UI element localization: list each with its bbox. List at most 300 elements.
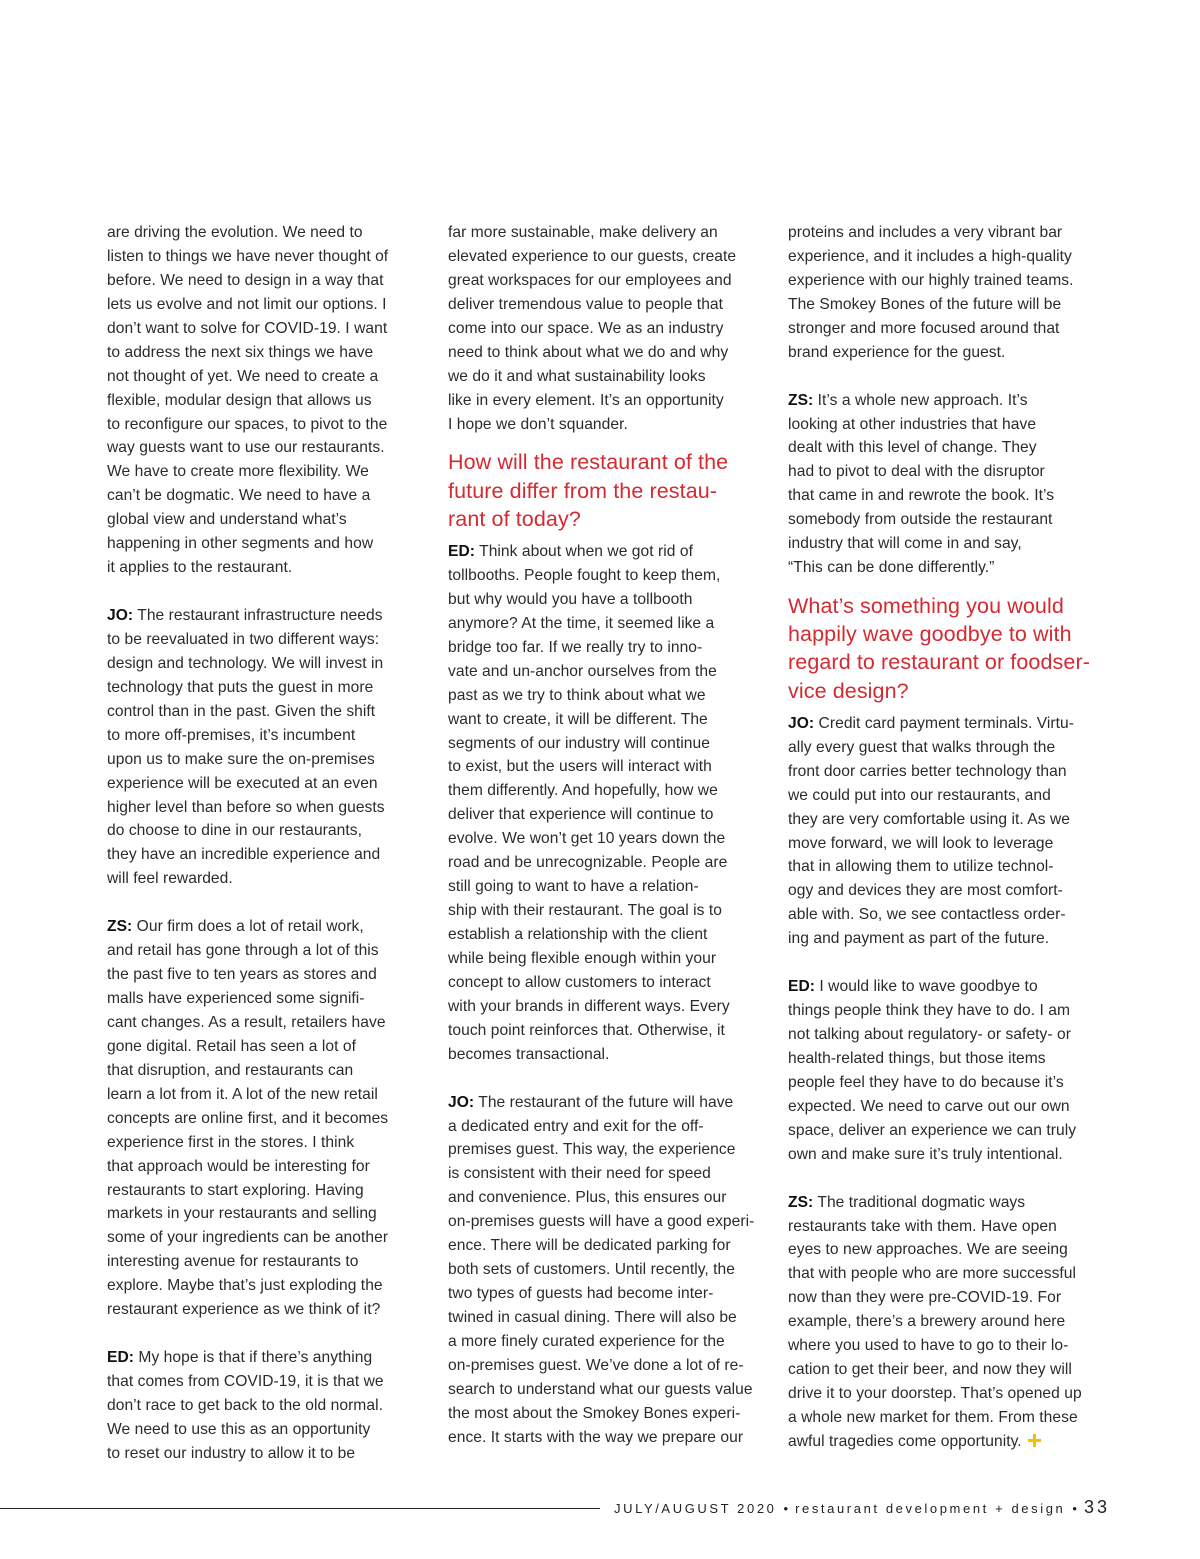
text-line <box>448 1162 752 1186</box>
text-line <box>107 1250 411 1274</box>
text-line <box>448 269 752 293</box>
line-text: and convenience. Plus, this ensures our <box>448 1189 727 1207</box>
text-line <box>107 341 411 365</box>
line-text: cant changes. As a result, retailers have <box>107 1013 386 1031</box>
line-text: search to understand what our guests value <box>448 1380 753 1398</box>
text-line <box>107 365 411 389</box>
text-line <box>788 389 1092 413</box>
text-line <box>448 293 752 317</box>
line-text: technology that puts the guest in more <box>107 678 374 696</box>
line-text: happening in other segments and how <box>107 535 374 553</box>
line-text: experience first in the stores. I think <box>107 1133 355 1151</box>
text-line <box>788 1334 1092 1358</box>
paragraph <box>788 712 1092 951</box>
line-text: that with people who are more successful <box>788 1265 1077 1283</box>
line-text: two types of guests had become inter- <box>448 1285 714 1303</box>
text-line <box>448 413 752 437</box>
line-text: It’s a whole new approach. It’s <box>813 391 1028 409</box>
paragraph <box>448 540 752 1067</box>
line-text: example, there’s a brewery around here <box>788 1313 1066 1331</box>
text-line <box>788 1119 1092 1143</box>
text-line <box>788 460 1092 484</box>
line-text: way guests want to use our restaurants. <box>107 439 385 457</box>
text-line <box>448 564 752 588</box>
line-text: experience, and it includes a high-quality <box>788 247 1072 265</box>
line-text: awful tragedies come opportunity. <box>788 1432 1022 1450</box>
line-text: elevated experience to our guests, create <box>448 247 737 265</box>
text-line <box>448 1043 752 1067</box>
line-text: twined in casual dining. There will also be <box>448 1309 737 1326</box>
text-line <box>448 221 752 245</box>
text-line <box>107 460 411 484</box>
heading-line: regard to restaurant or foodser- <box>788 650 1090 675</box>
text-line <box>788 1358 1092 1382</box>
line-text: bridge too far. If we really try to inno- <box>448 638 703 656</box>
section-heading <box>448 448 752 533</box>
text-line <box>107 1083 411 1107</box>
page-number: 33 <box>1083 1497 1110 1517</box>
line-text: We have to create more flexibility. We <box>107 463 369 481</box>
line-text: to exist, but the users will interact with <box>448 758 712 776</box>
line-text: Credit card payment terminals. Virtu- <box>814 714 1075 732</box>
line-text: but why would you have a tollbooth <box>448 590 693 608</box>
text-line <box>107 963 411 987</box>
speaker-initials: ZS: <box>788 391 814 409</box>
text-line <box>448 1282 752 1306</box>
paragraph-gap <box>788 951 1092 975</box>
line-text: expected. We need to carve out our own <box>788 1097 1070 1115</box>
line-text: to reconfigure our spaces, to pivot to the <box>107 415 388 433</box>
footer-bullet: • <box>1072 1501 1077 1516</box>
paragraph-gap <box>788 1167 1092 1191</box>
paragraph-gap <box>107 1322 411 1346</box>
line-text: ing and payment as part of the future. <box>788 930 1050 948</box>
line-text: on-premises guests will have a good experi- <box>448 1213 755 1231</box>
line-text: establish a relationship with the client <box>448 926 708 943</box>
text-line <box>448 1330 752 1354</box>
text-line <box>107 1442 411 1466</box>
line-text: a more finely curated experience for the <box>448 1332 725 1350</box>
line-text: The Smokey Bones of the future will be <box>788 295 1062 313</box>
text-line <box>788 293 1092 317</box>
line-text: they have an incredible experience and <box>107 846 381 864</box>
line-text: come into our space. We as an industry <box>448 319 724 337</box>
line-text: to reset our industry to allow it to be <box>107 1444 356 1462</box>
speaker-initials: JO: <box>788 714 815 732</box>
line-text: “This can be done differently.” <box>788 559 995 577</box>
text-line <box>788 808 1092 832</box>
text-line <box>788 1262 1092 1286</box>
text-line <box>448 947 752 971</box>
paragraph <box>788 1191 1092 1454</box>
article-column-2 <box>448 221 755 1450</box>
speaker-initials: ED: <box>448 543 476 560</box>
text-line <box>788 436 1092 460</box>
text-line <box>107 1011 411 1035</box>
line-text: far more sustainable, make delivery an <box>448 224 718 241</box>
text-line <box>788 1095 1092 1119</box>
speaker-initials: JO: <box>448 1093 475 1111</box>
heading-line: vice design? <box>788 678 909 703</box>
text-line <box>788 784 1092 808</box>
line-text: both sets of customers. Until recently, the <box>448 1261 736 1279</box>
text-line <box>448 588 752 612</box>
text-line <box>448 341 752 365</box>
line-text: are driving the evolution. We need to <box>107 224 363 241</box>
line-text: global view and understand what’s <box>107 511 347 529</box>
text-line <box>107 484 411 508</box>
line-text: restaurants take with them. Have open <box>788 1217 1057 1235</box>
paragraph <box>107 1346 411 1466</box>
text-line <box>107 939 411 963</box>
line-text: restaurant experience as we think of it? <box>107 1301 381 1319</box>
line-text: want to create, it will be different. The <box>448 710 708 728</box>
text-line <box>448 851 752 875</box>
text-line <box>448 923 752 947</box>
line-text: touch point reinforces that. Otherwise, it <box>448 1021 725 1039</box>
text-line <box>788 1215 1092 1239</box>
text-line <box>107 1394 411 1418</box>
line-text: industry that will come in and say, <box>788 535 1022 553</box>
line-text: ogy and devices they are most comfort- <box>788 882 1063 900</box>
line-text: cation to get their beer, and now they will <box>788 1361 1072 1379</box>
paragraph <box>788 975 1092 1167</box>
line-text: like in every element. It’s an opportunity <box>448 391 724 409</box>
text-line <box>107 317 411 341</box>
text-line <box>788 508 1092 532</box>
text-line <box>107 724 411 748</box>
line-text: brand experience for the guest. <box>788 343 1006 361</box>
text-line <box>107 1035 411 1059</box>
article-column-1 <box>107 221 411 1466</box>
line-text: that comes from COVID-19, it is that we <box>107 1373 384 1390</box>
text-line <box>788 1238 1092 1262</box>
text-line <box>448 1210 755 1234</box>
line-text: had to pivot to deal with the disruptor <box>788 463 1045 481</box>
text-line <box>107 748 411 772</box>
line-text: malls have experienced some signifi- <box>107 990 365 1007</box>
line-text: segments of our industry will continue <box>448 734 710 752</box>
text-line <box>788 903 1092 927</box>
speaker-initials: ZS: <box>107 918 133 936</box>
line-text: with your brands in different ways. Every <box>448 997 730 1015</box>
line-text: deliver that experience will continue to <box>448 806 714 824</box>
text-line <box>448 660 752 684</box>
text-line <box>107 269 411 293</box>
line-text: people feel they have to do because it’s <box>788 1073 1064 1091</box>
line-text: own and make sure it’s truly intentional. <box>788 1145 1063 1163</box>
line-text: lets us evolve and not limit our options. I <box>107 295 387 313</box>
line-text: The traditional dogmatic ways <box>813 1193 1026 1211</box>
text-line <box>448 317 752 341</box>
paragraph <box>107 915 411 1322</box>
text-line <box>107 1370 411 1394</box>
line-text: front door carries better technology than <box>788 762 1067 780</box>
line-text: proteins and includes a very vibrant bar <box>788 224 1063 241</box>
line-text: before. We need to design in a way that <box>107 271 384 289</box>
line-text: that approach would be interesting for <box>107 1157 370 1175</box>
text-line <box>788 975 1092 999</box>
text-line <box>107 293 411 317</box>
text-line <box>448 708 752 732</box>
page-footer <box>614 1494 1110 1520</box>
line-text: it applies to the restaurant. <box>107 559 293 577</box>
text-line <box>107 987 411 1011</box>
line-text: Our firm does a lot of retail work, <box>132 918 364 936</box>
text-line <box>107 508 411 532</box>
text-line <box>107 1298 411 1322</box>
text-line <box>788 245 1092 269</box>
heading-line: rant of today? <box>448 506 581 531</box>
footer-bullet: • <box>783 1501 789 1516</box>
line-text: control than in the past. Given the shift <box>107 702 376 720</box>
text-line <box>788 556 1092 580</box>
line-text: design and technology. We will invest in <box>107 654 384 672</box>
text-line <box>448 365 752 389</box>
text-line <box>788 1406 1092 1430</box>
line-text: drive it to your doorstep. That’s opened up <box>788 1385 1082 1403</box>
text-line <box>448 1138 752 1162</box>
heading-line: future differ from the restau- <box>448 478 718 503</box>
line-text: becomes transactional. <box>448 1045 610 1063</box>
text-line <box>788 1191 1092 1215</box>
heading-line: What’s something you would <box>788 594 1064 619</box>
line-text: move forward, we will look to leverage <box>788 834 1054 852</box>
line-text: on-premises guest. We’ve done a lot of re- <box>448 1356 744 1374</box>
line-text: not talking about regulatory- or safety- or <box>788 1026 1071 1043</box>
paragraph <box>107 221 411 580</box>
line-text: tollbooths. People fought to keep them, <box>448 566 721 584</box>
line-text: concepts are online first, and it becomes <box>107 1109 389 1127</box>
text-line <box>788 760 1092 784</box>
line-text: concept to allow customers to interact <box>448 973 711 991</box>
line-text: a dedicated entry and exit for the off- <box>448 1117 704 1135</box>
text-line <box>107 532 411 556</box>
text-line <box>448 389 752 413</box>
text-line <box>107 436 411 460</box>
line-text: interesting avenue for restaurants to <box>107 1253 359 1271</box>
line-text: a whole new market for them. From these <box>788 1409 1078 1426</box>
paragraph-gap <box>107 891 411 915</box>
text-line <box>107 1059 411 1083</box>
text-line <box>107 652 411 676</box>
line-text: things people think they have to do. I am <box>788 1002 1071 1020</box>
paragraph <box>448 1091 755 1450</box>
line-text: health-related things, but those items <box>788 1049 1046 1067</box>
text-line <box>788 927 1092 951</box>
footer-issue: JULY/AUGUST 2020 <box>614 1501 777 1516</box>
text-line <box>107 676 411 700</box>
text-line <box>448 1019 752 1043</box>
text-line <box>788 712 1092 736</box>
line-text: need to think about what we do and why <box>448 343 729 361</box>
text-line <box>107 819 411 843</box>
text-line <box>788 413 1092 437</box>
text-line <box>448 245 752 269</box>
line-text: dealt with this level of change. They <box>788 439 1037 457</box>
text-line <box>788 1047 1092 1071</box>
footer-rule <box>0 1508 600 1509</box>
text-line <box>107 1202 411 1226</box>
text-line <box>448 684 752 708</box>
text-line <box>107 413 411 437</box>
text-line <box>448 995 752 1019</box>
heading-line: happily wave goodbye to with <box>788 622 1072 647</box>
text-line <box>448 540 752 564</box>
text-line <box>107 1155 411 1179</box>
line-text: do choose to dine in our restaurants, <box>107 822 362 840</box>
article-column-3 <box>788 221 1092 1454</box>
text-line <box>107 915 411 939</box>
text-line <box>788 1071 1092 1095</box>
text-line <box>107 772 411 796</box>
text-line <box>107 1346 411 1370</box>
line-text: we could put into our restaurants, and <box>788 786 1051 804</box>
text-line <box>448 612 752 636</box>
text-line <box>788 484 1092 508</box>
text-line <box>788 341 1092 365</box>
text-line <box>788 1023 1092 1047</box>
text-line <box>788 532 1092 556</box>
text-line <box>107 628 411 652</box>
line-text: explore. Maybe that’s just exploding the <box>107 1277 383 1295</box>
line-text: evolve. We won’t get 10 years down the <box>448 830 726 848</box>
line-text: premises guest. This way, the experience <box>448 1141 736 1159</box>
heading-line: How will the restaurant of the <box>448 450 729 475</box>
text-line <box>448 1354 752 1378</box>
line-text: My hope is that if there’s anything <box>134 1349 373 1367</box>
speaker-initials: JO: <box>107 607 134 624</box>
line-text: space, deliver an experience we can truly <box>788 1121 1077 1139</box>
line-text: where you used to have to go to their lo- <box>788 1337 1069 1355</box>
text-line <box>788 269 1092 293</box>
line-text: now than they were pre-COVID-19. For <box>788 1289 1062 1307</box>
line-text: deliver tremendous value to people that <box>448 295 724 313</box>
line-text: The restaurant of the future will have <box>474 1093 734 1111</box>
line-text: the past five to ten years as stores and <box>107 966 377 984</box>
paragraph <box>107 604 411 891</box>
paragraph <box>448 221 752 436</box>
text-line <box>788 1382 1092 1406</box>
line-text: ship with their restaurant. The goal is to <box>448 902 722 920</box>
line-text: not thought of yet. We need to create a <box>107 367 379 385</box>
text-line <box>448 1115 752 1139</box>
line-text: ence. There will be dedicated parking for <box>448 1237 731 1255</box>
line-text: past as we try to think about what we <box>448 686 706 704</box>
line-text: eyes to new approaches. We are seeing <box>788 1241 1068 1259</box>
plus-icon <box>1028 1434 1041 1447</box>
text-line <box>107 1274 411 1298</box>
line-text: upon us to make sure the on-premises <box>107 750 375 768</box>
line-text: gone digital. Retail has seen a lot of <box>107 1037 356 1055</box>
text-line <box>448 1378 752 1402</box>
text-line <box>448 779 752 803</box>
line-text: Think about when we got rid of <box>475 543 693 560</box>
line-text: learn a lot from it. A lot of the new retail <box>107 1085 378 1103</box>
text-line <box>788 1310 1092 1334</box>
text-line <box>788 1286 1092 1310</box>
text-line <box>448 1258 752 1282</box>
line-text: and retail has gone through a lot of this <box>107 942 379 960</box>
text-line <box>788 879 1092 903</box>
text-line <box>448 1186 752 1210</box>
line-text: them differently. And hopefully, how we <box>448 782 718 800</box>
line-text: vate and un-anchor ourselves from the <box>448 662 717 680</box>
line-text: experience will be executed at an even <box>107 774 378 792</box>
text-line <box>448 803 752 827</box>
line-text: to address the next six things we have <box>107 343 374 361</box>
line-text: still going to want to have a relation- <box>448 878 699 896</box>
line-text: don’t want to solve for COVID-19. I want <box>107 319 388 337</box>
text-line <box>448 1306 752 1330</box>
line-text: can’t be dogmatic. We need to have a <box>107 487 371 505</box>
text-line <box>107 389 411 413</box>
text-line <box>107 700 411 724</box>
line-text: that in allowing them to utilize technol- <box>788 858 1054 876</box>
line-text: great workspaces for our employees and <box>448 271 732 289</box>
text-line <box>107 1107 411 1131</box>
line-text: listen to things we have never thought of <box>107 247 389 265</box>
line-text: somebody from outside the restaurant <box>788 511 1053 529</box>
line-text: while being flexible enough within your <box>448 949 717 967</box>
text-line <box>107 556 411 580</box>
text-line <box>448 755 752 779</box>
text-line <box>788 832 1092 856</box>
text-line <box>107 1131 411 1155</box>
text-line <box>788 855 1092 879</box>
speaker-initials: ED: <box>788 978 816 996</box>
text-line <box>107 796 411 820</box>
text-line <box>448 732 752 756</box>
line-text: looking at other industries that have <box>788 415 1037 433</box>
paragraph <box>788 221 1092 365</box>
paragraph <box>788 389 1092 581</box>
text-line <box>107 1179 411 1203</box>
line-text: able with. So, we see contactless order- <box>788 906 1066 924</box>
text-line <box>448 1091 752 1115</box>
text-line <box>107 843 411 867</box>
paragraph-gap <box>107 580 411 604</box>
line-text: is consistent with their need for speed <box>448 1165 711 1183</box>
line-text: anymore? At the time, it seemed like a <box>448 614 715 632</box>
text-line <box>788 736 1092 760</box>
line-text: I hope we don’t squander. <box>448 415 628 433</box>
line-text: that disruption, and restaurants can <box>107 1061 354 1079</box>
line-text: I would like to wave goodbye to <box>815 978 1038 996</box>
line-text: that came in and rewrote the book. It’s <box>788 487 1055 505</box>
line-text: some of your ingredients can be another <box>107 1229 389 1247</box>
text-line <box>107 221 411 245</box>
text-line <box>107 867 411 891</box>
speaker-initials: ED: <box>107 1349 135 1367</box>
text-line <box>448 875 752 899</box>
text-line <box>107 245 411 269</box>
text-line <box>448 827 752 851</box>
text-line <box>107 604 411 628</box>
text-line <box>107 1226 411 1250</box>
text-line <box>788 221 1092 245</box>
line-text: ally every guest that walks through the <box>788 738 1056 756</box>
line-text: flexible, modular design that allows us <box>107 391 372 409</box>
text-line <box>448 636 752 660</box>
text-line <box>788 317 1092 341</box>
footer-publication: restaurant development + design <box>795 1501 1066 1516</box>
text-line <box>788 1430 1092 1454</box>
line-text: the most about the Smokey Bones experi- <box>448 1404 741 1422</box>
line-text: don’t race to get back to the old normal. <box>107 1396 383 1414</box>
line-text: will feel rewarded. <box>107 870 233 888</box>
text-line <box>788 1143 1092 1167</box>
